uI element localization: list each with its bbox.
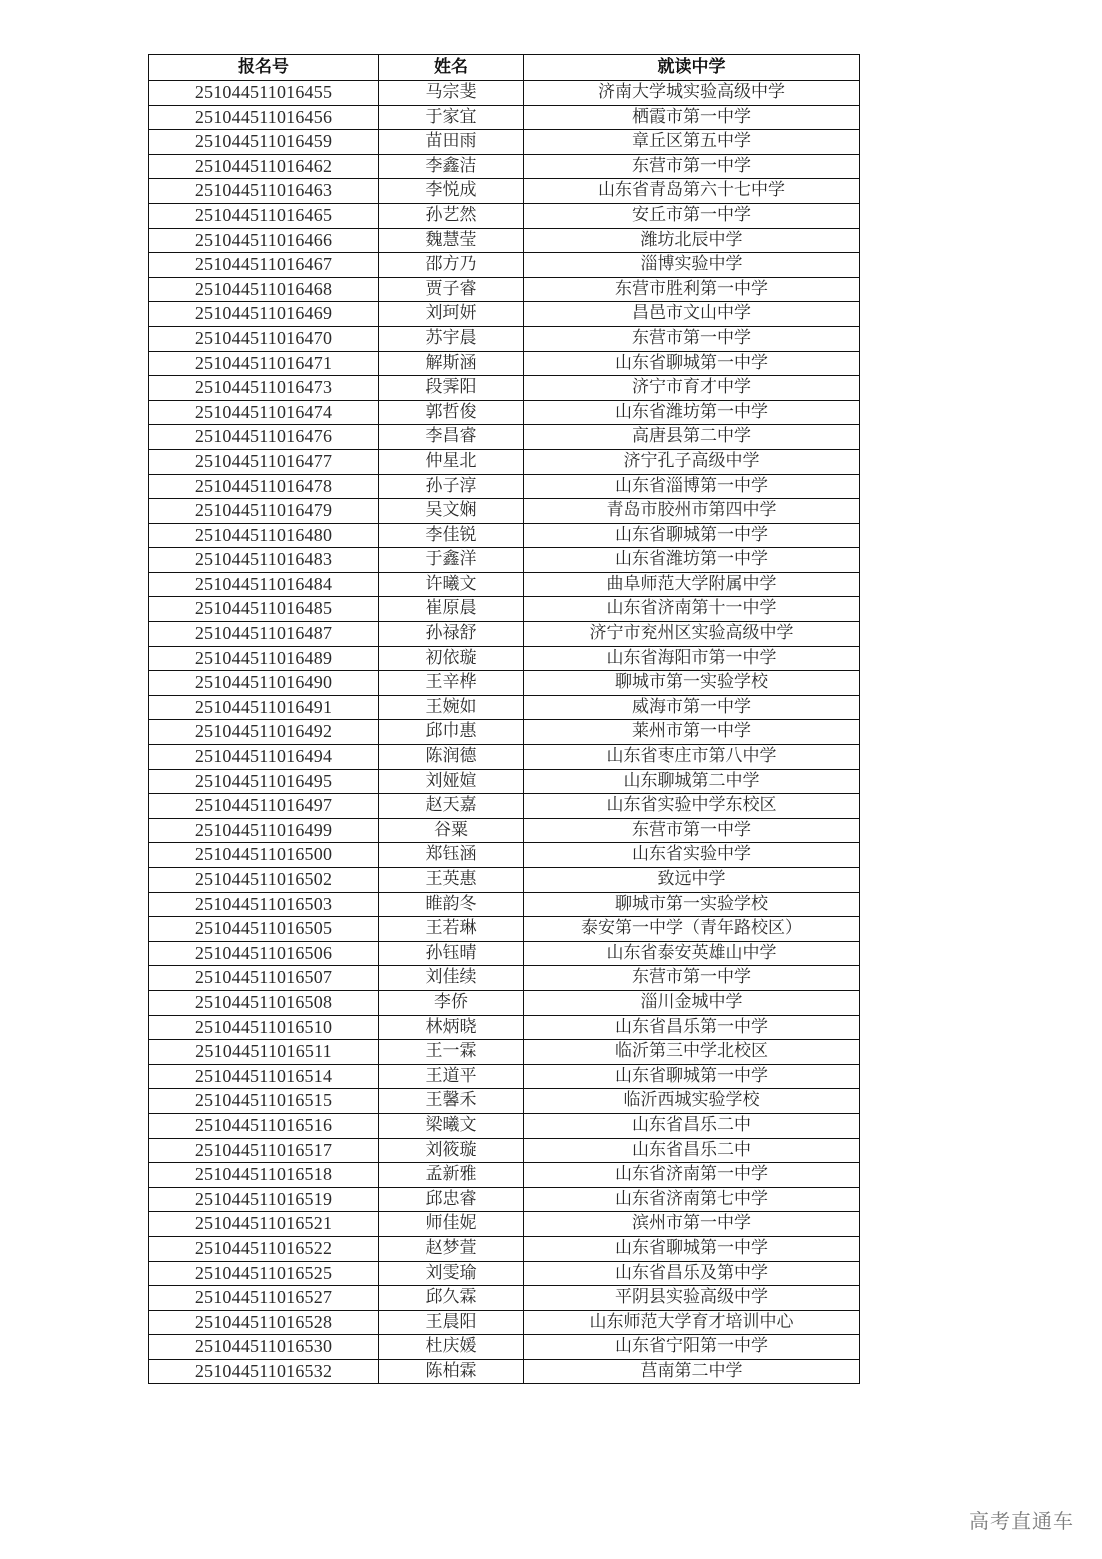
school-cell: 威海市第一中学 xyxy=(524,695,860,720)
student-name-cell: 段霁阳 xyxy=(379,376,524,401)
registration-number-cell: 251044511016483 xyxy=(149,548,379,573)
registration-number-cell: 251044511016471 xyxy=(149,351,379,376)
school-cell: 莒南第二中学 xyxy=(524,1359,860,1384)
table-row xyxy=(149,1359,860,1384)
table-row xyxy=(149,794,860,819)
table-row xyxy=(149,1089,860,1114)
registration-number-cell: 251044511016485 xyxy=(149,597,379,622)
school-cell: 东营市第一中学 xyxy=(524,966,860,991)
table-row xyxy=(149,548,860,573)
registration-number-cell: 251044511016463 xyxy=(149,179,379,204)
registration-number-cell: 251044511016469 xyxy=(149,302,379,327)
student-name-cell: 仲星北 xyxy=(379,449,524,474)
student-name-cell: 刘雯瑜 xyxy=(379,1261,524,1286)
student-name-cell: 师佳妮 xyxy=(379,1212,524,1237)
registration-number-cell: 251044511016510 xyxy=(149,1015,379,1040)
table-row xyxy=(149,105,860,130)
school-cell: 山东省昌乐及第中学 xyxy=(524,1261,860,1286)
student-name-cell: 魏慧莹 xyxy=(379,228,524,253)
table-row xyxy=(149,646,860,671)
table-row xyxy=(149,1212,860,1237)
student-name-cell: 李悦成 xyxy=(379,179,524,204)
registration-number-cell: 251044511016476 xyxy=(149,425,379,450)
student-name-cell: 苗田雨 xyxy=(379,130,524,155)
registration-number-cell: 251044511016499 xyxy=(149,818,379,843)
table-row xyxy=(149,154,860,179)
school-cell: 安丘市第一中学 xyxy=(524,203,860,228)
table-row xyxy=(149,1040,860,1065)
school-cell: 山东省青岛第六十七中学 xyxy=(524,179,860,204)
school-cell: 济南大学城实验高级中学 xyxy=(524,81,860,106)
student-name-cell: 李佳锐 xyxy=(379,523,524,548)
student-name-cell: 初依璇 xyxy=(379,646,524,671)
school-cell: 青岛市胶州市第四中学 xyxy=(524,499,860,524)
school-cell: 济宁市育才中学 xyxy=(524,376,860,401)
school-cell: 山东省实验中学东校区 xyxy=(524,794,860,819)
student-name-cell: 刘娅媗 xyxy=(379,769,524,794)
table-row xyxy=(149,1187,860,1212)
table-row xyxy=(149,523,860,548)
table-row xyxy=(149,917,860,942)
registration-number-cell: 251044511016474 xyxy=(149,400,379,425)
student-name-cell: 谷粟 xyxy=(379,818,524,843)
table-row xyxy=(149,499,860,524)
registration-number-cell: 251044511016456 xyxy=(149,105,379,130)
student-name-cell: 王辛桦 xyxy=(379,671,524,696)
school-cell: 潍坊北辰中学 xyxy=(524,228,860,253)
school-cell: 山东省济南第十一中学 xyxy=(524,597,860,622)
registration-number-cell: 251044511016490 xyxy=(149,671,379,696)
table-row xyxy=(149,449,860,474)
table-row xyxy=(149,868,860,893)
registration-number-cell: 251044511016468 xyxy=(149,277,379,302)
table-row xyxy=(149,81,860,106)
school-cell: 栖霞市第一中学 xyxy=(524,105,860,130)
school-cell: 济宁孔子高级中学 xyxy=(524,449,860,474)
school-cell: 东营市第一中学 xyxy=(524,326,860,351)
student-name-cell: 赵梦萱 xyxy=(379,1236,524,1261)
student-name-cell: 刘佳续 xyxy=(379,966,524,991)
table-row xyxy=(149,622,860,647)
registration-number-cell: 251044511016467 xyxy=(149,253,379,278)
student-name-cell: 刘珂妍 xyxy=(379,302,524,327)
school-cell: 聊城市第一实验学校 xyxy=(524,671,860,696)
registration-number-cell: 251044511016473 xyxy=(149,376,379,401)
student-name-cell: 赵天嘉 xyxy=(379,794,524,819)
school-cell: 山东省枣庄市第八中学 xyxy=(524,745,860,770)
student-name-cell: 王婉如 xyxy=(379,695,524,720)
school-cell: 山东省淄博第一中学 xyxy=(524,474,860,499)
table-row xyxy=(149,695,860,720)
table-row xyxy=(149,720,860,745)
column-header-school: 就读中学 xyxy=(524,55,860,81)
school-cell: 山东省昌乐二中 xyxy=(524,1138,860,1163)
school-cell: 山东省实验中学 xyxy=(524,843,860,868)
table-row xyxy=(149,966,860,991)
registration-number-cell: 251044511016503 xyxy=(149,892,379,917)
table-row xyxy=(149,351,860,376)
registration-number-cell: 251044511016518 xyxy=(149,1163,379,1188)
registration-number-cell: 251044511016525 xyxy=(149,1261,379,1286)
table-row xyxy=(149,203,860,228)
table-row xyxy=(149,130,860,155)
table-row xyxy=(149,818,860,843)
registration-number-cell: 251044511016515 xyxy=(149,1089,379,1114)
school-cell: 山东省宁阳第一中学 xyxy=(524,1335,860,1360)
student-name-cell: 杜庆媛 xyxy=(379,1335,524,1360)
table-row xyxy=(149,1138,860,1163)
registration-number-cell: 251044511016506 xyxy=(149,941,379,966)
registration-number-cell: 251044511016500 xyxy=(149,843,379,868)
student-name-cell: 邱忠睿 xyxy=(379,1187,524,1212)
student-name-cell: 郭哲俊 xyxy=(379,400,524,425)
table-row xyxy=(149,671,860,696)
header-row xyxy=(149,55,860,81)
registration-number-cell: 251044511016480 xyxy=(149,523,379,548)
table-row xyxy=(149,302,860,327)
table-row xyxy=(149,597,860,622)
registration-number-cell: 251044511016478 xyxy=(149,474,379,499)
registration-number-cell: 251044511016494 xyxy=(149,745,379,770)
registration-number-cell: 251044511016502 xyxy=(149,868,379,893)
student-name-cell: 睢韵冬 xyxy=(379,892,524,917)
registration-number-cell: 251044511016492 xyxy=(149,720,379,745)
school-cell: 山东省泰安英雄山中学 xyxy=(524,941,860,966)
registration-number-cell: 251044511016484 xyxy=(149,572,379,597)
student-name-cell: 郑钰涵 xyxy=(379,843,524,868)
school-cell: 昌邑市文山中学 xyxy=(524,302,860,327)
student-name-cell: 孙禄舒 xyxy=(379,622,524,647)
student-name-cell: 马宗斐 xyxy=(379,81,524,106)
roster-table xyxy=(148,54,860,1384)
table-row xyxy=(149,1261,860,1286)
table-row xyxy=(149,1335,860,1360)
school-cell: 平阴县实验高级中学 xyxy=(524,1286,860,1311)
registration-number-cell: 251044511016462 xyxy=(149,154,379,179)
school-cell: 曲阜师范大学附属中学 xyxy=(524,572,860,597)
watermark: 高考直通车 xyxy=(969,1509,1074,1533)
table-row xyxy=(149,1310,860,1335)
table-row xyxy=(149,843,860,868)
student-name-cell: 于家宜 xyxy=(379,105,524,130)
school-cell: 济宁市兖州区实验高级中学 xyxy=(524,622,860,647)
student-name-cell: 孙艺然 xyxy=(379,203,524,228)
table-row xyxy=(149,179,860,204)
table-row xyxy=(149,326,860,351)
registration-number-cell: 251044511016470 xyxy=(149,326,379,351)
school-cell: 滨州市第一中学 xyxy=(524,1212,860,1237)
school-cell: 临沂第三中学北校区 xyxy=(524,1040,860,1065)
table-row xyxy=(149,892,860,917)
table-row xyxy=(149,253,860,278)
registration-number-cell: 251044511016455 xyxy=(149,81,379,106)
school-cell: 山东聊城第二中学 xyxy=(524,769,860,794)
table-row xyxy=(149,1064,860,1089)
registration-number-cell: 251044511016507 xyxy=(149,966,379,991)
student-name-cell: 李鑫洁 xyxy=(379,154,524,179)
school-cell: 淄博实验中学 xyxy=(524,253,860,278)
table-row xyxy=(149,400,860,425)
registration-number-cell: 251044511016465 xyxy=(149,203,379,228)
registration-number-cell: 251044511016530 xyxy=(149,1335,379,1360)
table-row xyxy=(149,990,860,1015)
table-row xyxy=(149,745,860,770)
table-row xyxy=(149,572,860,597)
registration-number-cell: 251044511016505 xyxy=(149,917,379,942)
registration-number-cell: 251044511016508 xyxy=(149,990,379,1015)
student-name-cell: 于鑫洋 xyxy=(379,548,524,573)
student-name-cell: 吴文娴 xyxy=(379,499,524,524)
registration-number-cell: 251044511016522 xyxy=(149,1236,379,1261)
column-header-name: 姓名 xyxy=(379,55,524,81)
roster-body xyxy=(149,81,860,1384)
registration-number-cell: 251044511016497 xyxy=(149,794,379,819)
school-cell: 致远中学 xyxy=(524,868,860,893)
student-name-cell: 林炳晓 xyxy=(379,1015,524,1040)
registration-number-cell: 251044511016517 xyxy=(149,1138,379,1163)
student-name-cell: 贾子睿 xyxy=(379,277,524,302)
student-name-cell: 梁曦文 xyxy=(379,1113,524,1138)
table-row xyxy=(149,376,860,401)
table-row xyxy=(149,1236,860,1261)
school-cell: 东营市胜利第一中学 xyxy=(524,277,860,302)
school-cell: 东营市第一中学 xyxy=(524,818,860,843)
table-row xyxy=(149,228,860,253)
school-cell: 东营市第一中学 xyxy=(524,154,860,179)
school-cell: 山东省昌乐二中 xyxy=(524,1113,860,1138)
student-name-cell: 刘筱璇 xyxy=(379,1138,524,1163)
student-name-cell: 王晨阳 xyxy=(379,1310,524,1335)
school-cell: 山东省昌乐第一中学 xyxy=(524,1015,860,1040)
student-name-cell: 邱巾惠 xyxy=(379,720,524,745)
student-name-cell: 李侨 xyxy=(379,990,524,1015)
student-name-cell: 孟新雅 xyxy=(379,1163,524,1188)
student-name-cell: 李昌睿 xyxy=(379,425,524,450)
registration-number-cell: 251044511016459 xyxy=(149,130,379,155)
roster-sheet xyxy=(148,54,859,1384)
school-cell: 淄川金城中学 xyxy=(524,990,860,1015)
registration-number-cell: 251044511016532 xyxy=(149,1359,379,1384)
registration-number-cell: 251044511016466 xyxy=(149,228,379,253)
registration-number-cell: 251044511016521 xyxy=(149,1212,379,1237)
registration-number-cell: 251044511016519 xyxy=(149,1187,379,1212)
table-row xyxy=(149,1163,860,1188)
school-cell: 山东省聊城第一中学 xyxy=(524,523,860,548)
registration-number-cell: 251044511016528 xyxy=(149,1310,379,1335)
student-name-cell: 陈润德 xyxy=(379,745,524,770)
registration-number-cell: 251044511016489 xyxy=(149,646,379,671)
student-name-cell: 王一霖 xyxy=(379,1040,524,1065)
registration-number-cell: 251044511016495 xyxy=(149,769,379,794)
table-row xyxy=(149,277,860,302)
student-name-cell: 邱久霖 xyxy=(379,1286,524,1311)
registration-number-cell: 251044511016511 xyxy=(149,1040,379,1065)
school-cell: 泰安第一中学（青年路校区） xyxy=(524,917,860,942)
school-cell: 山东省潍坊第一中学 xyxy=(524,548,860,573)
school-cell: 莱州市第一中学 xyxy=(524,720,860,745)
registration-number-cell: 251044511016477 xyxy=(149,449,379,474)
student-name-cell: 孙子淳 xyxy=(379,474,524,499)
student-name-cell: 王若琳 xyxy=(379,917,524,942)
table-row xyxy=(149,769,860,794)
school-cell: 山东省聊城第一中学 xyxy=(524,351,860,376)
school-cell: 高唐县第二中学 xyxy=(524,425,860,450)
student-name-cell: 王馨禾 xyxy=(379,1089,524,1114)
student-name-cell: 邵方乃 xyxy=(379,253,524,278)
school-cell: 山东省海阳市第一中学 xyxy=(524,646,860,671)
school-cell: 山东省聊城第一中学 xyxy=(524,1236,860,1261)
student-name-cell: 王道平 xyxy=(379,1064,524,1089)
registration-number-cell: 251044511016516 xyxy=(149,1113,379,1138)
school-cell: 章丘区第五中学 xyxy=(524,130,860,155)
registration-number-cell: 251044511016479 xyxy=(149,499,379,524)
student-name-cell: 陈柏霖 xyxy=(379,1359,524,1384)
school-cell: 山东省潍坊第一中学 xyxy=(524,400,860,425)
registration-number-cell: 251044511016487 xyxy=(149,622,379,647)
student-name-cell: 王英惠 xyxy=(379,868,524,893)
student-name-cell: 孙钰晴 xyxy=(379,941,524,966)
student-name-cell: 苏宇晨 xyxy=(379,326,524,351)
school-cell: 山东省济南第一中学 xyxy=(524,1163,860,1188)
registration-number-cell: 251044511016527 xyxy=(149,1286,379,1311)
school-cell: 山东省聊城第一中学 xyxy=(524,1064,860,1089)
student-name-cell: 崔原晨 xyxy=(379,597,524,622)
table-row xyxy=(149,1015,860,1040)
school-cell: 临沂西城实验学校 xyxy=(524,1089,860,1114)
table-row xyxy=(149,1286,860,1311)
registration-number-cell: 251044511016514 xyxy=(149,1064,379,1089)
registration-number-cell: 251044511016491 xyxy=(149,695,379,720)
school-cell: 聊城市第一实验学校 xyxy=(524,892,860,917)
table-row xyxy=(149,474,860,499)
table-row xyxy=(149,941,860,966)
student-name-cell: 解斯涵 xyxy=(379,351,524,376)
table-row xyxy=(149,425,860,450)
column-header-registration-number: 报名号 xyxy=(149,55,379,81)
table-row xyxy=(149,1113,860,1138)
school-cell: 山东师范大学育才培训中心 xyxy=(524,1310,860,1335)
student-name-cell: 许曦文 xyxy=(379,572,524,597)
school-cell: 山东省济南第七中学 xyxy=(524,1187,860,1212)
